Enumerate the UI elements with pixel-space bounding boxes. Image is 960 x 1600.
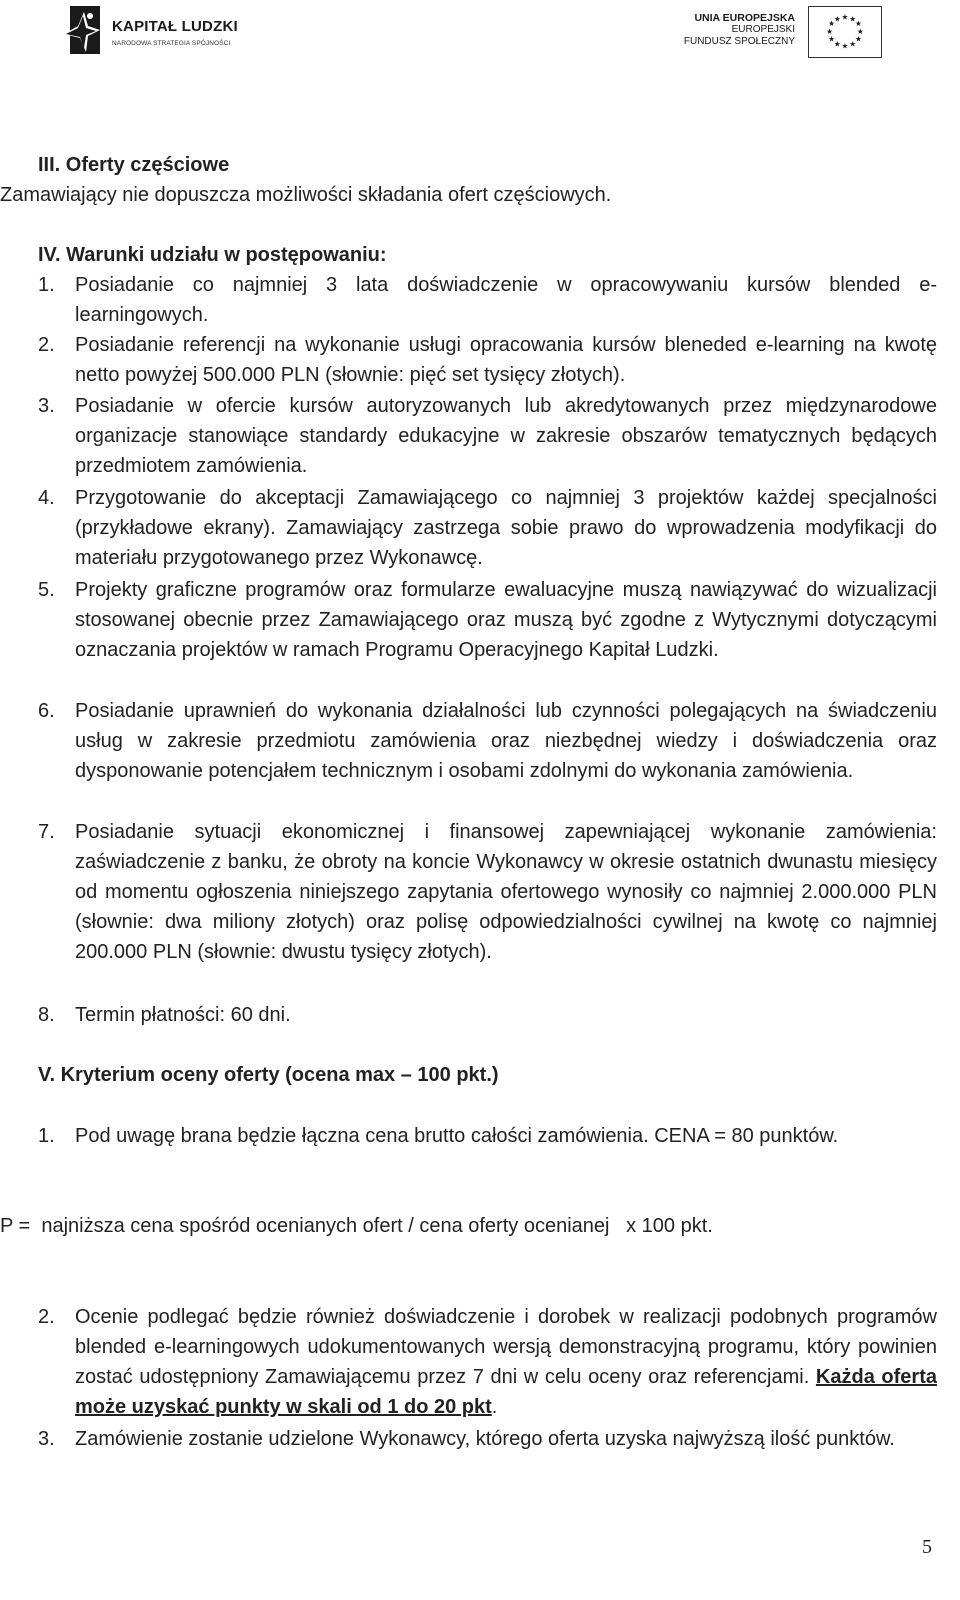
kapital-ludzki-subtitle: NARODOWA STRATEGIA SPÓJNOŚCI (112, 40, 231, 47)
eu-line-3: FUNDUSZ SPOŁECZNY (683, 36, 795, 47)
svg-text:★: ★ (828, 19, 835, 29)
formula: P = najniższa cena spośród ocenianych ofert / cena oferty ocenianej x 100 pkt. (0, 1215, 713, 1237)
eu-line-2: EUROPEJSKI (731, 24, 795, 35)
list-text: Projekty graficzne programów oraz formularze ewaluacyjne muszą nawiązywać do wizualizacji stosowanej obecnie przez Zamawiającego oraz muszą być zgodne z Wytycznymi dotyczącymi oznaczania projektów w ramach Programu Operacyjnego Kapitał Ludzki. (75, 579, 937, 661)
list-number: 2. (38, 1306, 55, 1328)
list-number: 7. (38, 821, 55, 843)
kapital-ludzki-logo (62, 4, 242, 60)
svg-text:★: ★ (833, 39, 841, 49)
list-number: 2. (38, 334, 55, 356)
section-4-heading: IV. Warunki udziału w postępowaniu: (38, 244, 387, 266)
list-number: 6. (38, 700, 55, 722)
section-5-heading: V. Kryterium oceny oferty (ocena max – 100 pkt.) (38, 1064, 499, 1086)
list-text: Zamówienie zostanie udzielone Wykonawcy, którego oferta uzyska najwyższą ilość punktów. (75, 1428, 895, 1450)
eu-line-1: UNIA EUROPEJSKA (694, 12, 795, 24)
list-text: Posiadanie referencji na wykonanie usługi opracowania kursów bleneded e-learning na kwotę netto powyżej 500.000 PLN (słownie: pięć set tysięcy złotych). (75, 334, 937, 386)
svg-text:★: ★ (849, 14, 857, 24)
list-number: 5. (38, 579, 55, 601)
eu-logo (683, 4, 885, 60)
list-number: 3. (38, 1428, 55, 1450)
list-number: 1. (38, 1125, 55, 1147)
kapital-ludzki-title: KAPITAŁ LUDZKI (112, 18, 238, 35)
list-text: Pod uwagę brana będzie łączna cena brutto całości zamówienia. CENA = 80 punktów. (75, 1125, 839, 1147)
list-text: Przygotowanie do akceptacji Zamawiającego co najmniej 3 projektów każdej specjalności (przykładowe ekrany). Zamawiający zastrzega sobie prawo do wprowadzenia modyfikacji do materiału przygotowanego przez Wykonawcę. (75, 487, 937, 569)
svg-text:★: ★ (833, 14, 841, 24)
page-number: 5 (922, 1536, 932, 1558)
kapital-ludzki-star-icon (62, 4, 102, 58)
svg-text:★: ★ (841, 41, 849, 51)
eu-flag-icon (808, 6, 882, 58)
list-text: Posiadanie uprawnień do wykonania działalności lub czynności polegających na świadczeniu usług w zakresie przedmiotu zamówienia oraz niezbędnej wiedzy i doświadczenia oraz dysponowanie potencjałem technicznym i osobami zdolnymi do wykonania zamówienia. (75, 700, 937, 782)
list-number: 8. (38, 1004, 55, 1026)
list-text: Posiadanie co najmniej 3 lata doświadczenie w opracowywaniu kursów blended e-learningowych. (75, 274, 937, 326)
list-text: Posiadanie sytuacji ekonomicznej i finansowej zapewniającej wykonanie zamówienia: zaświadczenie z banku, że obroty na koncie Wykonawcy w okresie ostatnich dwunastu miesięcy od momentu ogłoszenia niniejszego zapytania ofertowego wynosiły co najmniej 2.000.000 PLN (słownie: dwa miliony złotych) oraz polisę odpowiedzialności cywilnej na kwotę co najmniej 200.000 PLN (słownie: dwustu tysięcy złotych). (75, 821, 937, 963)
section-3-heading: III. Oferty częściowe (38, 154, 230, 176)
section-3-text: Zamawiający nie dopuszcza możliwości składania ofert częściowych. (0, 184, 612, 206)
page-header (0, 0, 960, 70)
list-text-plain: Ocenie podlegać będzie również doświadczenie i dorobek w realizacji podobnych programów blended e-learningowych udokumentowanych wersją demonstracyjną programu, który powinien zostać udostępniony Zamawiającemu przez 7 dni w celu oceny oraz referencjami. (75, 1306, 937, 1388)
svg-text:★: ★ (826, 26, 834, 36)
list-number: 4. (38, 487, 55, 509)
emphasized-text: Każda oferta może uzyskać punkty w skali od 1 do 20 pkt (75, 1366, 937, 1418)
list-text: Posiadanie w ofercie kursów autoryzowanych lub akredytowanych przez międzynarodowe organizacje stanowiące standardy edukacyjne w zakresie obszarów tematycznych będących przedmiotem zamówienia. (75, 395, 937, 477)
svg-text:★: ★ (849, 39, 857, 49)
svg-text:★: ★ (828, 34, 835, 44)
svg-text:★: ★ (855, 19, 862, 29)
list-text (75, 1302, 937, 1422)
svg-text:★: ★ (856, 26, 864, 36)
list-number: 1. (38, 274, 55, 296)
eu-text (684, 12, 795, 48)
list-number: 3. (38, 395, 55, 417)
list-text-tail: . (491, 1396, 498, 1418)
list-text: Termin płatności: 60 dni. (75, 1004, 291, 1026)
svg-text:★: ★ (841, 12, 849, 22)
svg-text:★: ★ (855, 34, 862, 44)
